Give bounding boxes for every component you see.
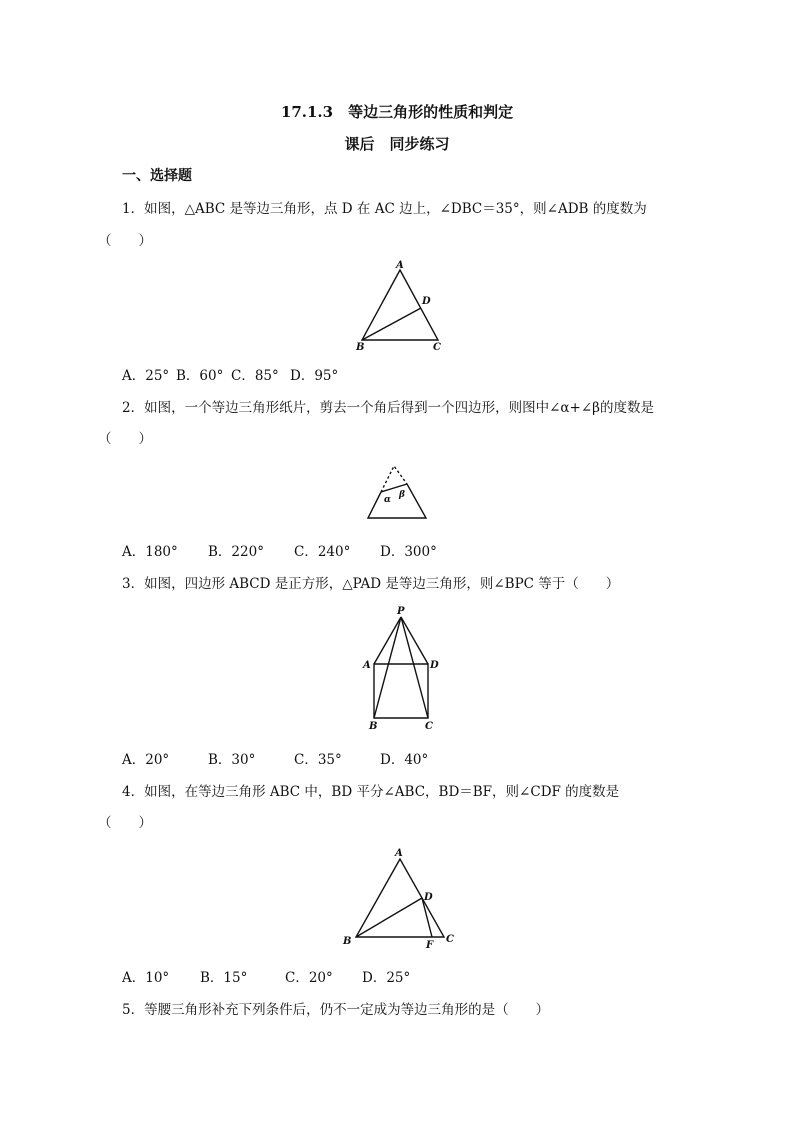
- segment-pa: [374, 617, 401, 664]
- label-alpha: α: [384, 495, 391, 505]
- question-4-options: [122, 966, 410, 986]
- option-a[interactable]: A．25°: [122, 368, 170, 384]
- label-d: D: [430, 660, 439, 671]
- option-c[interactable]: C．20°: [285, 970, 333, 986]
- option-a[interactable]: A．20°: [122, 752, 170, 768]
- option-b[interactable]: B．15°: [200, 970, 248, 986]
- option-d[interactable]: D．95°: [290, 368, 339, 384]
- question-2-answer-bracket: （ ）: [98, 431, 152, 447]
- label-d: D: [422, 296, 431, 307]
- label-p: P: [397, 606, 405, 617]
- segment-bd: [356, 898, 422, 937]
- option-b[interactable]: B．220°: [208, 544, 264, 560]
- label-beta: β: [399, 490, 405, 500]
- label-b: B: [356, 342, 365, 352]
- question-3-text: 3．如图，四边形 ABCD 是正方形，△PAD 是等边三角形，则∠BPC 等于（ ）: [122, 576, 620, 592]
- quadrilateral-outline: [368, 484, 426, 518]
- question-1-text: 1．如图，△ABC 是等边三角形，点 D 在 AC 边上，∠DBC＝35°，则∠ADB 的度数为: [122, 201, 647, 217]
- label-c: C: [433, 342, 441, 352]
- square-abcd: [374, 664, 428, 718]
- question-3-options: [122, 748, 428, 768]
- question-2-text: 2．如图，一个等边三角形纸片，剪去一个角后得到一个四边形，则图中∠α+∠β的度数是: [122, 400, 654, 416]
- option-a[interactable]: A．10°: [122, 970, 170, 986]
- option-c[interactable]: C．85°: [231, 368, 279, 384]
- option-b[interactable]: B．60°: [176, 368, 224, 384]
- section-heading: 一、选择题: [122, 168, 192, 184]
- option-d[interactable]: D．25°: [362, 970, 411, 986]
- segment-pb: [374, 617, 401, 718]
- option-d[interactable]: D．40°: [380, 752, 429, 768]
- label-a: A: [395, 848, 403, 859]
- question-2-options: [122, 540, 437, 560]
- option-a[interactable]: A．180°: [122, 544, 178, 560]
- label-c: C: [446, 934, 454, 945]
- option-c[interactable]: C．35°: [294, 752, 342, 768]
- question-1-answer-bracket: （ ）: [98, 233, 152, 249]
- question-4-figure: [338, 842, 462, 950]
- page-subtitle: 课后 同步练习: [344, 135, 450, 153]
- label-c: C: [425, 721, 433, 732]
- question-4-answer-bracket: （ ）: [98, 815, 152, 831]
- option-c[interactable]: C．240°: [294, 544, 351, 560]
- label-f: F: [426, 940, 434, 950]
- label-d: D: [424, 892, 433, 903]
- question-2-figure: [362, 462, 432, 522]
- label-b: B: [343, 936, 352, 947]
- question-3-figure: [356, 602, 446, 736]
- segment-pc: [401, 617, 428, 718]
- question-4-text: 4．如图，在等边三角形 ABC 中，BD 平分∠ABC，BD＝BF，则∠CDF 的度数是: [122, 784, 620, 800]
- label-b: B: [369, 721, 378, 732]
- segment-df: [422, 898, 432, 937]
- label-a: A: [363, 660, 371, 671]
- page-title: 17.1.3 等边三角形的性质和判定: [280, 103, 514, 121]
- question-1-options: [122, 364, 338, 384]
- label-a: A: [396, 260, 404, 271]
- question-1-figure: [350, 258, 450, 352]
- question-5-text: 5．等腰三角形补充下列条件后，仍不一定成为等边三角形的是（ ）: [122, 1002, 550, 1018]
- option-b[interactable]: B．30°: [208, 752, 256, 768]
- option-d[interactable]: D．300°: [380, 544, 437, 560]
- segment-pd: [401, 617, 428, 664]
